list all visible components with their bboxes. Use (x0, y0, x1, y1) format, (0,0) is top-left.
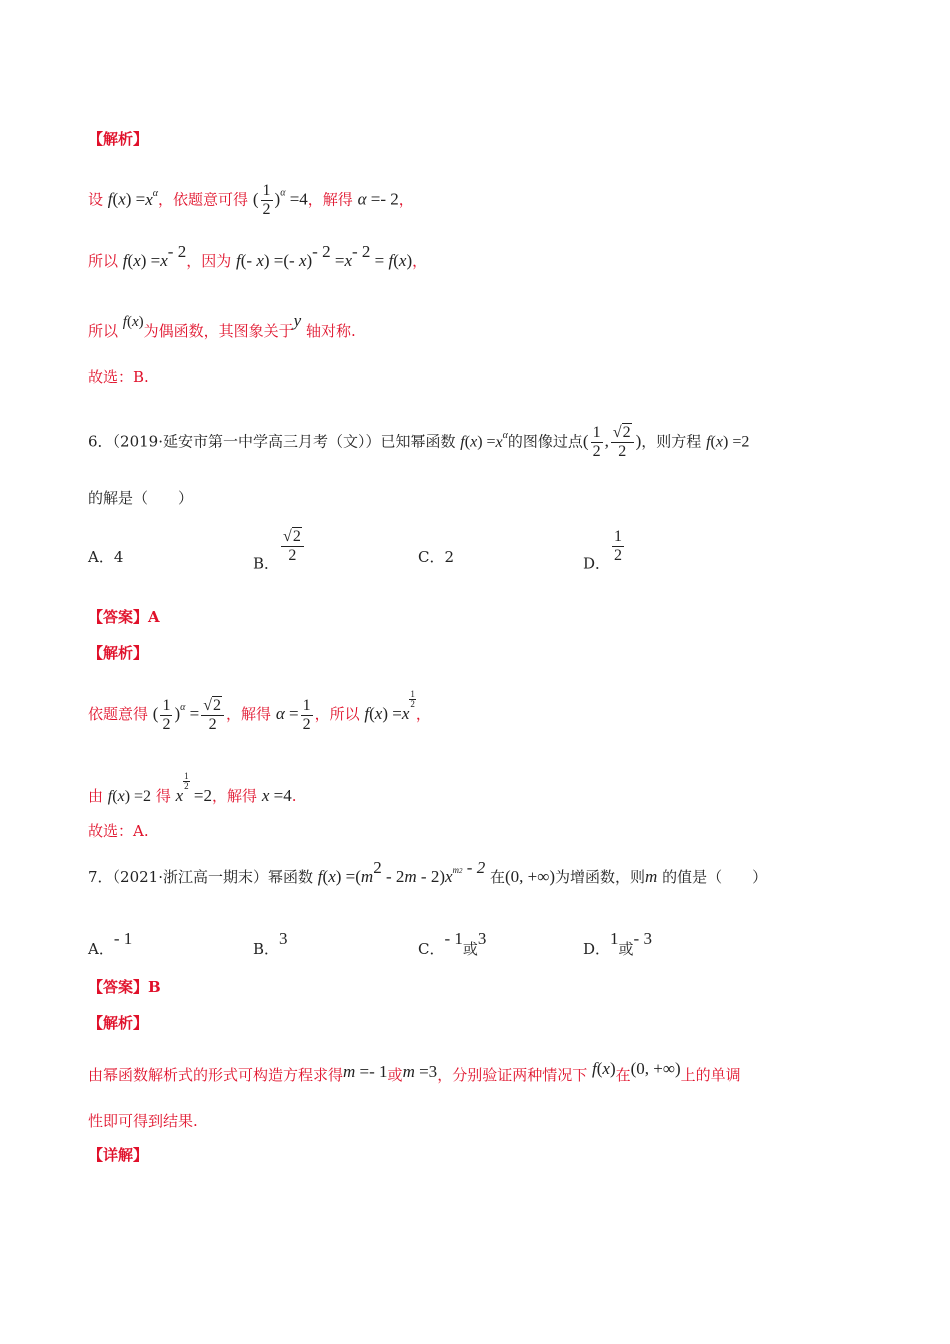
analysis-header: 【解析】 (88, 130, 149, 148)
option-7b[interactable]: B．3 (253, 929, 288, 958)
analysis-header-7: 【解析】 (88, 1014, 149, 1032)
answer-6: 【答案】A (88, 608, 160, 626)
conclusion-b: 故选：B. (88, 368, 149, 386)
option-7a[interactable]: A．- 1 (88, 929, 133, 958)
analysis-7-line-1: 由幂函数解析式的形式可构造方程求得m =- 1或m =3，分别验证两种情况下 f(x)在(0, +∞)上的单调 (88, 1059, 741, 1084)
option-7c[interactable]: C．- 1或3 (418, 929, 487, 958)
answer-7: 【答案】B (88, 978, 161, 996)
analysis-6-line-1: 依题意得 ( $\frac{1}{2}$ )$^\alpha$ = $\frac{√2}{2}$ ，解得 α = $\frac{1}{2}$ ，所以 f(x) =x $\frac{1}{2}$， (88, 689, 431, 733)
option-d[interactable]: D． $\frac{1}{2}$ (583, 528, 623, 573)
option-b[interactable]: B． $\frac{√2}{2}$ (253, 528, 306, 575)
analysis-line-3: 所以 f(x)为偶函数，其图象关于y 轴对称. (88, 311, 356, 340)
analysis-header-6: 【解析】 (88, 644, 149, 662)
question-6: 6．（2019·延安市第一中学高三月考（文））已知幂函数 $f(x) =x^\alpha$的图像过点( $\frac{1}{2}$ , $\frac{√2}{2}$ )，则方程 f(x) =2 (88, 424, 750, 460)
detail-header: 【详解】 (88, 1146, 149, 1164)
conclusion-a: 故选：A. (88, 822, 149, 840)
analysis-7-line-2: 性即可得到结果. (88, 1112, 198, 1130)
option-7d[interactable]: D．1或- 3 (583, 929, 652, 958)
question-6-cont: 的解是（ ） (88, 489, 194, 507)
analysis-line-2: 所以 $f(x) =x^{- 2}$，因为 f(- x) =(- $x)^{- 2} =x^{- 2} = f(x)$， (88, 242, 428, 270)
analysis-line-1: 设 $f(x) =x^\alpha$，依题意可得 ( $\frac{1}{2}$ )$^\alpha$ =4，解得 α =- 2， (88, 182, 414, 218)
question-7: 7．（2021·浙江高一期末）幂函数 $f(x) =(m^2 - 2m - 2)x^{m2 - 2}$ 在(0, +∞)为增函数，则m 的值是（ ） (88, 858, 768, 886)
option-c[interactable]: C．2 (418, 548, 455, 566)
analysis-6-line-2: 由 f(x) =2 得 x $\frac{1}{2} =2$，解得 x =4. (88, 771, 297, 805)
option-a[interactable]: A．4 (88, 548, 124, 566)
